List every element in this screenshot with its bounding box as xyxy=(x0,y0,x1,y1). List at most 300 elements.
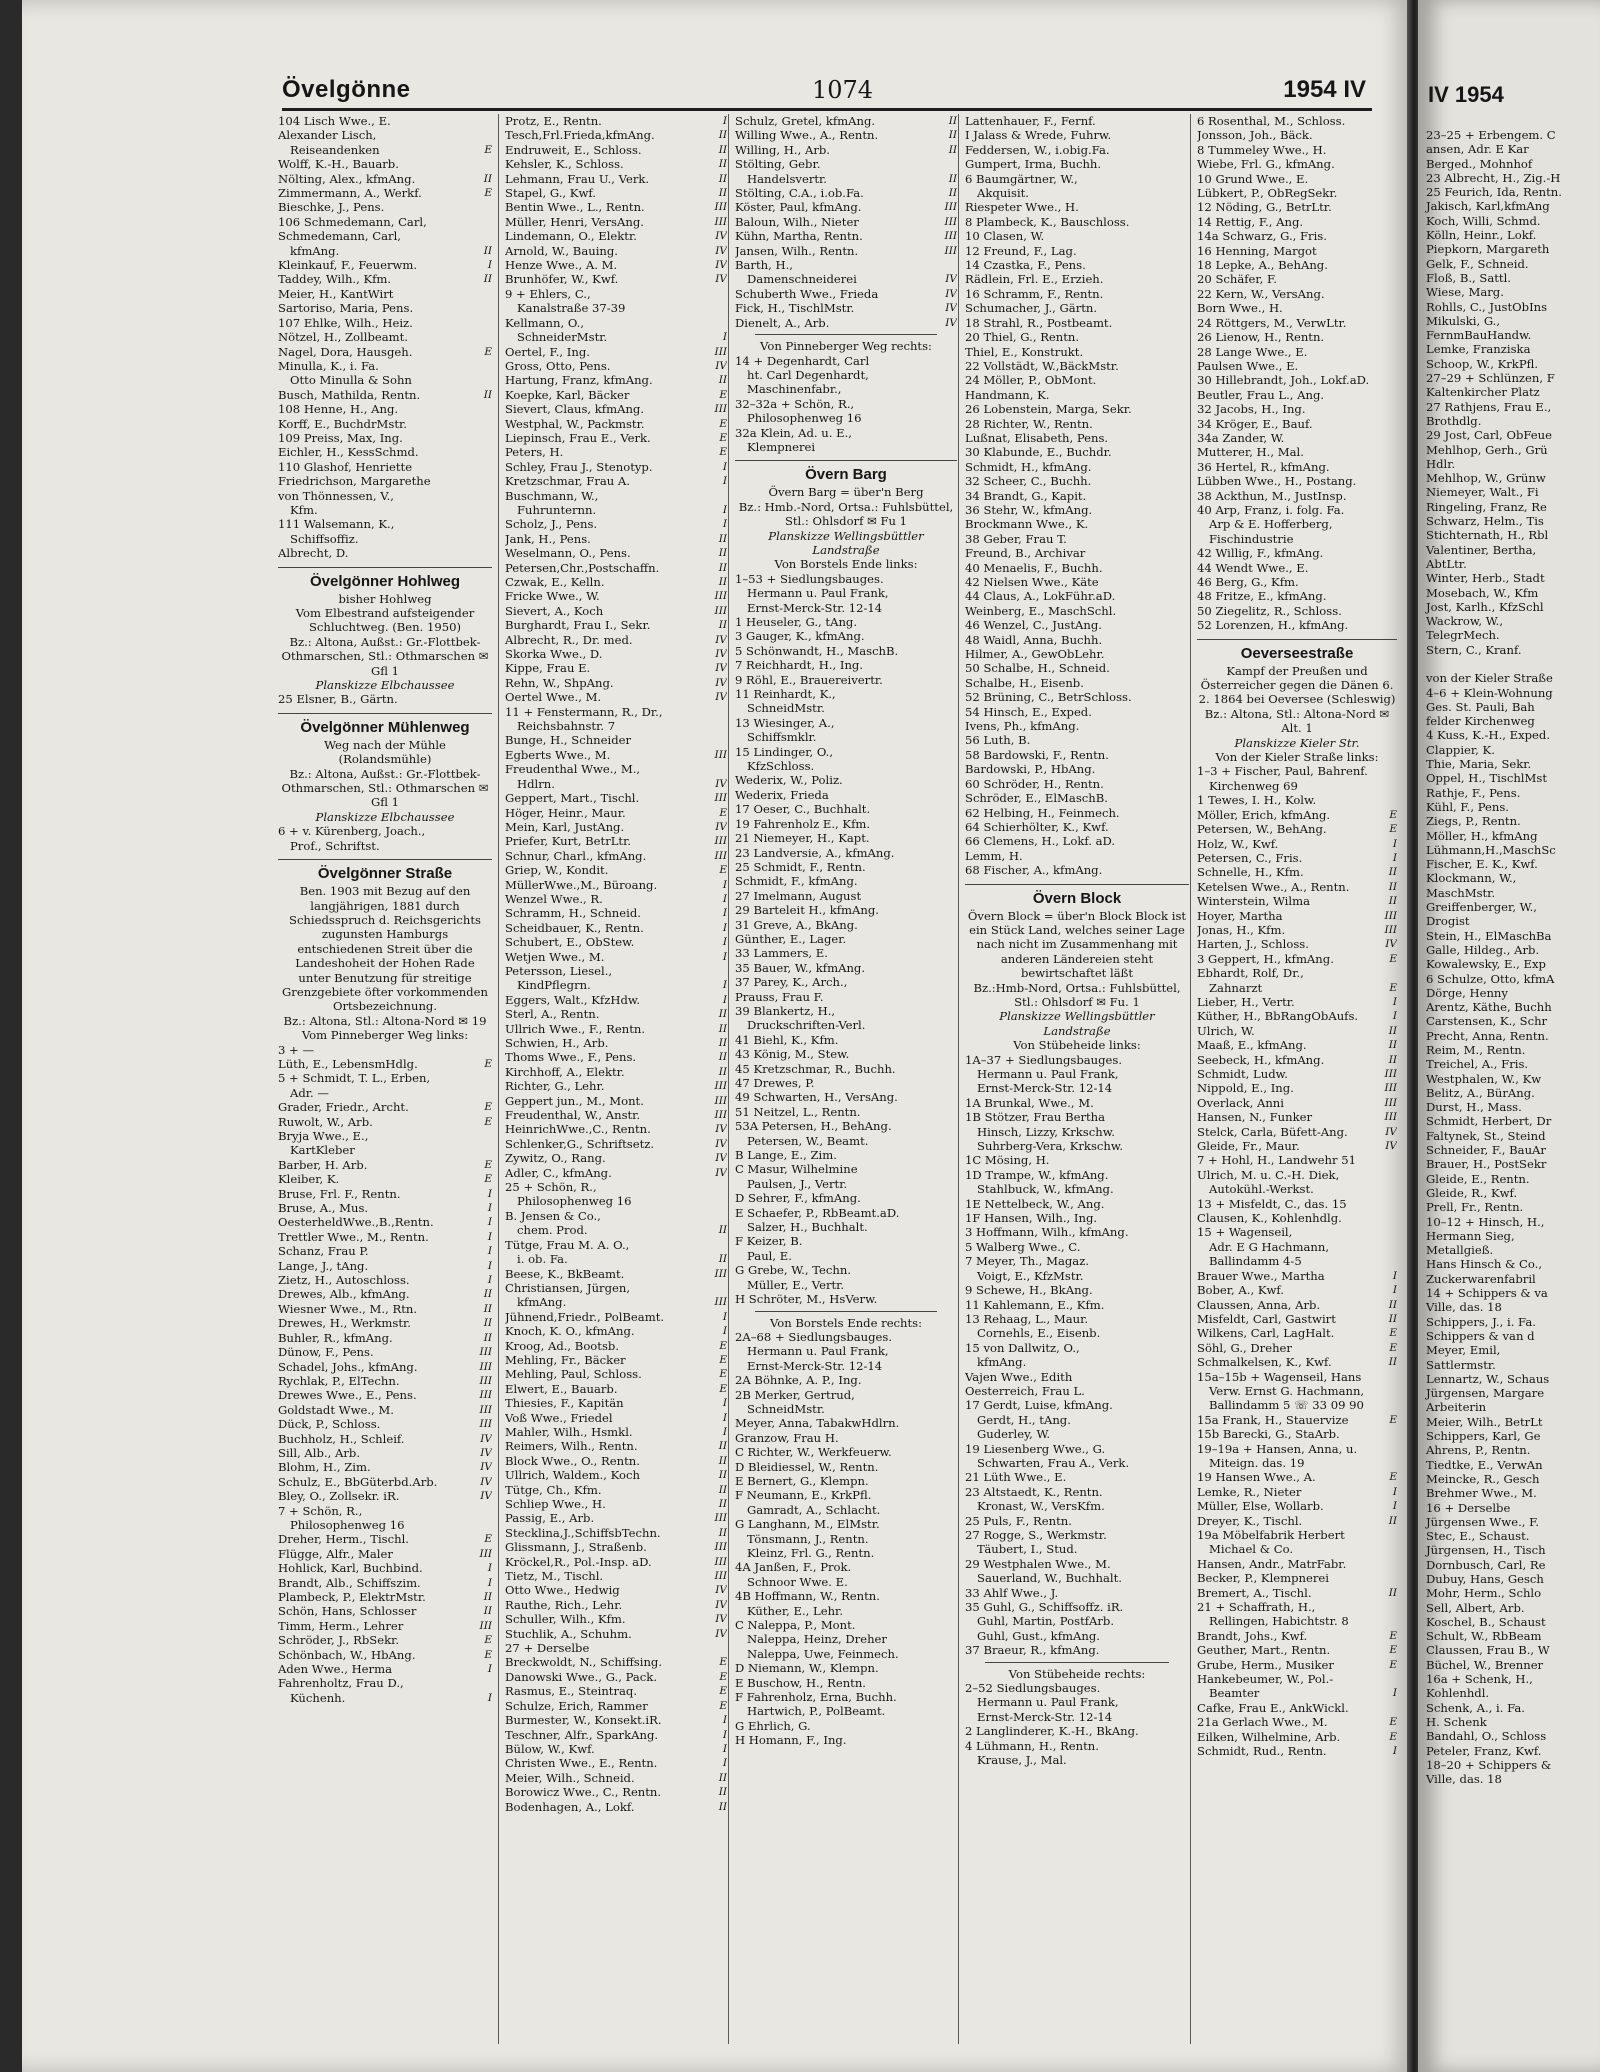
directory-entry xyxy=(735,229,957,243)
entry-floor xyxy=(1171,1269,1189,1283)
directory-entry xyxy=(965,748,1189,762)
entry-text: 18 Lepke, A., BehAng. xyxy=(1197,258,1328,273)
entry-floor: I xyxy=(722,993,727,1006)
entry-floor xyxy=(1379,1427,1397,1441)
directory-entry xyxy=(278,839,492,853)
directory-entry xyxy=(278,359,492,373)
entry-text: Priefer, Kurt, BetrLtr. xyxy=(505,834,632,849)
directory-entry xyxy=(965,373,1189,387)
entry-text: Rehn, W., ShpAng. xyxy=(505,675,614,690)
directory-entry xyxy=(735,1416,957,1430)
directory-entry xyxy=(505,762,727,776)
entry-floor xyxy=(1171,359,1189,373)
entry-text: Gerdt, H., tAng. xyxy=(977,1412,1071,1427)
entry-floor: III xyxy=(479,1418,492,1431)
entry-floor: E xyxy=(1389,1413,1397,1426)
entry-floor: I xyxy=(722,518,727,531)
adjacent-page-line: 27–29 + Schlünzen, F xyxy=(1426,371,1555,386)
entry-text: Ernst-Merck-Str. 12-14 xyxy=(977,1081,1113,1096)
entry-text: 11 Kahlemann, E., Kfm. xyxy=(965,1297,1105,1312)
entry-text: Beutler, Frau L., Ang. xyxy=(1197,387,1325,402)
directory-entry xyxy=(505,460,727,474)
directory-entry xyxy=(965,1081,1189,1095)
directory-entry xyxy=(965,849,1189,863)
entry-floor xyxy=(709,489,727,503)
section-title: Övern Block xyxy=(965,884,1189,909)
directory-entry xyxy=(505,1281,727,1295)
directory-entry xyxy=(1197,1355,1397,1369)
entry-text: 1 Heuseler, G., tAng. xyxy=(735,615,858,629)
entry-floor: I xyxy=(487,1187,492,1200)
entry-floor: II xyxy=(1388,1298,1397,1311)
entry-floor xyxy=(1171,1153,1189,1167)
entry-floor: E xyxy=(484,187,492,200)
entry-floor: I xyxy=(722,1742,727,1755)
entry-floor xyxy=(1379,460,1397,474)
directory-entry xyxy=(1197,402,1397,416)
entry-floor: E xyxy=(1389,1327,1397,1340)
directory-entry xyxy=(278,692,492,706)
directory-entry xyxy=(505,489,727,503)
entry-text: 62 Helbing, H., Feinmech. xyxy=(965,805,1120,820)
entry-floor: II xyxy=(718,1786,727,1799)
directory-entry xyxy=(735,629,957,643)
directory-entry xyxy=(505,935,727,949)
directory-entry xyxy=(1197,837,1397,851)
directory-entry xyxy=(1197,1168,1397,1182)
entry-floor: IV xyxy=(715,648,727,661)
entry-floor xyxy=(1171,1614,1189,1628)
entry-floor xyxy=(1171,1053,1189,1067)
entry-text: 49 Schwarten, H., VersAng. xyxy=(735,1090,898,1105)
entry-floor xyxy=(1379,1240,1397,1254)
directory-entry xyxy=(965,474,1189,488)
directory-entry xyxy=(1197,1067,1397,1081)
entry-floor xyxy=(1379,1197,1397,1211)
entry-text: 25 Puls, F., Rentn. xyxy=(965,1513,1072,1528)
directory-entry xyxy=(735,200,957,214)
entry-floor: I xyxy=(487,1663,492,1676)
entry-text: 6 Baumgärtner, W., xyxy=(965,171,1078,186)
entry-text: 42 Nielsen Wwe., Käte xyxy=(965,575,1099,589)
entry-floor xyxy=(1171,1514,1189,1528)
entry-text: 56 Luth, B. xyxy=(965,733,1031,748)
adjacent-page-line: Stern, C., Kranf. xyxy=(1426,642,1522,657)
entry-text: 15b Barecki, G., StaArb. xyxy=(1197,1427,1340,1442)
adjacent-page-line: felder Kirchenweg xyxy=(1426,714,1535,729)
entry-floor: I xyxy=(722,1310,727,1323)
entry-text: Handmann, K. xyxy=(965,387,1050,402)
entry-text: 41 Biehl, K., Kfm. xyxy=(735,1032,839,1047)
entry-floor: II xyxy=(948,187,957,200)
entry-floor xyxy=(939,1733,957,1747)
directory-entry xyxy=(505,1785,727,1799)
divider xyxy=(755,334,937,335)
entry-text: Jansen, Wilh., Rentn. xyxy=(735,243,859,258)
directory-entry xyxy=(965,1211,1189,1225)
directory-entry xyxy=(735,1263,957,1277)
entry-text: Prof., Schriftst. xyxy=(290,838,380,853)
entry-text: Hinsch, Lizzy, Krkschw. xyxy=(977,1124,1115,1139)
entry-text: Jühnend,Friedr., PolBeamt. xyxy=(505,1309,665,1324)
entry-text: Ernst-Merck-Str. 12-14 xyxy=(977,1709,1113,1724)
entry-text: Kippe, Frau E. xyxy=(505,661,591,676)
entry-text: Möller, Erich, kfmAng. xyxy=(1197,807,1331,822)
entry-text: 14 Czastka, F., Pens. xyxy=(965,258,1086,273)
adjacent-page-line: 18–20 + Schippers & xyxy=(1426,1757,1552,1772)
entry-floor xyxy=(709,1209,727,1223)
entry-floor xyxy=(1379,1225,1397,1239)
directory-entry xyxy=(1197,1240,1397,1254)
entry-floor: IV xyxy=(480,1432,492,1445)
entry-floor xyxy=(939,1402,957,1416)
directory-entry xyxy=(965,1298,1189,1312)
directory-entry xyxy=(278,1460,492,1474)
entry-floor: II xyxy=(483,244,492,257)
entry-floor: II xyxy=(718,158,727,171)
entry-text: 24 Röttgers, M., VerwLtr. xyxy=(1197,315,1347,330)
entry-text: Eggers, Walt., KfzHdw. xyxy=(505,992,641,1007)
entry-floor xyxy=(939,586,957,600)
directory-entry xyxy=(965,1153,1189,1167)
entry-floor: III xyxy=(479,1346,492,1359)
directory-entry xyxy=(965,1485,1189,1499)
directory-entry xyxy=(278,1547,492,1561)
directory-entry xyxy=(505,1094,727,1108)
entry-text: Kellmann, O., xyxy=(505,315,585,330)
entry-text: Wederix, W., Poliz. xyxy=(735,773,843,788)
directory-entry xyxy=(278,1071,492,1085)
entry-text: Schön, Hans, Schlosser xyxy=(278,1604,417,1619)
directory-entry xyxy=(735,773,957,787)
entry-text: SchneidMstr. xyxy=(747,701,825,716)
entry-floor xyxy=(1171,1643,1189,1657)
entry-text: 37 Braeur, R., kfmAng. xyxy=(965,1643,1100,1658)
directory-entry xyxy=(1197,1110,1397,1124)
entry-text: Cafke, Frau E., AnkWickl. xyxy=(1197,1700,1349,1715)
entry-floor: I xyxy=(487,1576,492,1589)
directory-entry xyxy=(505,1612,727,1626)
entry-floor xyxy=(1171,1341,1189,1355)
directory-entry xyxy=(965,345,1189,359)
directory-entry xyxy=(278,1676,492,1690)
entry-text: 1 Tewes, I. H., Kolw. xyxy=(1197,793,1317,808)
entry-text: 13 Wiesinger, A., xyxy=(735,715,835,730)
entry-text: Glissmann, J., Straßenb. xyxy=(505,1540,647,1555)
entry-text: Druckschriften-Verl. xyxy=(747,1018,866,1033)
directory-entry xyxy=(278,1345,492,1359)
directory-entry xyxy=(505,1655,727,1669)
entry-text: Bieschke, J., Pens. xyxy=(278,200,385,215)
entry-text: Westphal, W., Packmstr. xyxy=(505,416,645,431)
entry-floor xyxy=(1171,546,1189,560)
entry-text: Willing Wwe., A., Rentn. xyxy=(735,128,879,143)
entry-text: Burghardt, Frau I., Sekr. xyxy=(505,618,651,633)
directory-entry xyxy=(735,1647,957,1661)
entry-floor xyxy=(1379,546,1397,560)
directory-entry xyxy=(1197,1312,1397,1326)
entry-floor xyxy=(1171,705,1189,719)
entry-text: Schuller, Wilh., Kfm. xyxy=(505,1612,626,1627)
entry-floor: I xyxy=(1392,1687,1397,1700)
entry-floor: II xyxy=(1388,1024,1397,1037)
entry-floor xyxy=(1171,287,1189,301)
directory-entry xyxy=(735,990,957,1004)
entry-floor: II xyxy=(1388,1312,1397,1325)
entry-text: Zimmermann, A., Werkf. xyxy=(278,186,422,201)
entry-text: Bardowski, P., HbAng. xyxy=(965,762,1096,777)
entry-floor xyxy=(1171,1542,1189,1556)
entry-text: E Bernert, G., Klempn. xyxy=(735,1473,869,1488)
entry-text: 27 Rogge, S., Werkmstr. xyxy=(965,1528,1107,1542)
directory-entry xyxy=(735,1474,957,1488)
directory-entry xyxy=(735,287,957,301)
entry-text: 58 Bardowski, F., Rentn. xyxy=(965,747,1109,762)
directory-entry xyxy=(278,1561,492,1575)
entry-text: 29 Barteleit H., kfmAng. xyxy=(735,903,879,918)
entry-text: 20 Schäfer, F. xyxy=(1197,272,1277,287)
entry-floor xyxy=(939,1431,957,1445)
entry-floor: I xyxy=(1392,1284,1397,1297)
entry-floor xyxy=(1171,1557,1189,1571)
directory-entry xyxy=(965,128,1189,142)
entry-text: Thiel, E., Konstrukt. xyxy=(965,344,1084,359)
directory-entry xyxy=(505,1728,727,1742)
section-note: Bz.: Altona, Stl.: Altona-Nord ✉ Alt. 1 xyxy=(1204,706,1390,736)
directory-entry xyxy=(735,368,957,382)
adjacent-page-line: Bandahl, O., Schloss xyxy=(1426,1729,1547,1744)
entry-floor xyxy=(1171,762,1189,776)
directory-entry xyxy=(505,1800,727,1814)
entry-text: Bruse, A., Mus. xyxy=(278,1201,369,1216)
entry-text: Lüth, E., LebensmHdlg. xyxy=(278,1056,418,1071)
adjacent-page-line: 16 + Derselbe xyxy=(1426,1500,1511,1515)
directory-entry xyxy=(1197,1730,1397,1744)
entry-text: Gross, Otto, Pens. xyxy=(505,358,611,373)
entry-text: Schanz, Frau P. xyxy=(278,1244,369,1259)
entry-text: Reichsbahnstr. 7 xyxy=(517,719,616,734)
entry-floor: E xyxy=(719,1685,727,1698)
entry-floor xyxy=(1379,431,1397,445)
entry-text: 43 König, M., Stew. xyxy=(735,1047,850,1062)
directory-entry xyxy=(1197,1398,1397,1412)
directory-entry xyxy=(1197,575,1397,589)
section-note: Vom Pinneberger Weg links: xyxy=(301,1028,469,1043)
adjacent-page-line: TelegrMech. xyxy=(1426,628,1500,643)
directory-entry xyxy=(505,1583,727,1597)
directory-entry xyxy=(505,1468,727,1482)
entry-floor: I xyxy=(487,1245,492,1258)
directory-entry xyxy=(735,1047,957,1061)
entry-text: Winterstein, Wilma xyxy=(1197,894,1310,909)
directory-entry xyxy=(1197,431,1397,445)
entry-text: Zywitz, O., Rang. xyxy=(505,1151,606,1166)
entry-floor xyxy=(474,128,492,142)
entry-text: Oertel, F., Ing. xyxy=(505,344,590,359)
entry-floor: II xyxy=(948,143,957,156)
entry-text: Adr. E G Hachmann, xyxy=(1209,1239,1330,1254)
entry-floor xyxy=(939,1589,957,1603)
directory-entry xyxy=(505,200,727,214)
entry-floor xyxy=(1171,1370,1189,1384)
entry-floor: IV xyxy=(715,230,727,243)
entry-text: 24 Möller, P., ObMont. xyxy=(965,373,1097,388)
entry-floor xyxy=(939,1220,957,1234)
entry-text: 19 Liesenberg Wwe., G. xyxy=(965,1441,1106,1456)
directory-entry xyxy=(735,572,957,586)
entry-text: 3 Geppert, H., kfmAng. xyxy=(1197,951,1334,966)
directory-entry xyxy=(965,1724,1189,1738)
entry-text: Sauerland, W., Buchhalt. xyxy=(977,1571,1122,1586)
directory-entry xyxy=(965,1139,1189,1153)
adjacent-page-line: Koch, Willi, Schmd. xyxy=(1426,213,1541,228)
directory-entry xyxy=(505,186,727,200)
directory-entry xyxy=(735,244,957,258)
directory-entry xyxy=(278,1633,492,1647)
directory-entry xyxy=(278,301,492,315)
entry-floor: E xyxy=(484,345,492,358)
entry-floor xyxy=(1171,330,1189,344)
adjacent-page-line: 27 Rathjens, Frau E., xyxy=(1426,399,1552,414)
entry-floor: II xyxy=(483,1605,492,1618)
entry-floor xyxy=(474,460,492,474)
directory-entry xyxy=(1197,489,1397,503)
directory-entry xyxy=(965,834,1189,848)
entry-floor xyxy=(939,903,957,917)
entry-floor: E xyxy=(719,1699,727,1712)
entry-floor xyxy=(1171,647,1189,661)
adjacent-page-line: Meier, Wilh., BetrLt xyxy=(1426,1414,1543,1429)
directory-entry xyxy=(1197,532,1397,546)
section-note: Planskizze Elbchaussee xyxy=(315,809,455,824)
entry-text: Christiansen, Jürgen, xyxy=(505,1280,631,1295)
entry-text: Lübben Wwe., H., Postang. xyxy=(1197,474,1357,489)
directory-entry xyxy=(278,1187,492,1201)
entry-floor: II xyxy=(1388,1039,1397,1052)
directory-entry xyxy=(965,1398,1189,1412)
directory-entry xyxy=(735,316,957,330)
entry-floor xyxy=(939,1704,957,1718)
entry-floor xyxy=(1171,489,1189,503)
section-note: Von Stübeheide rechts: xyxy=(1008,1666,1146,1681)
directory-entry xyxy=(735,644,957,658)
adjacent-page-line: 25 Feurich, Ida, Rentn. xyxy=(1426,185,1562,200)
entry-floor xyxy=(474,1086,492,1100)
entry-text: Harten, J., Schloss. xyxy=(1197,937,1309,952)
entry-text: 20 Thiel, G., Rentn. xyxy=(965,330,1080,345)
entry-floor xyxy=(1171,301,1189,315)
entry-floor xyxy=(939,1191,957,1205)
entry-text: Barber, H. Arb. xyxy=(278,1157,368,1172)
entry-floor xyxy=(1171,402,1189,416)
entry-text: HeinrichWwe.,C., Rentn. xyxy=(505,1122,651,1137)
entry-text: Naleppa, Uwe, Feinmech. xyxy=(747,1646,899,1661)
entry-text: Dreher, Herm., Tischl. xyxy=(278,1532,409,1547)
entry-floor xyxy=(474,1518,492,1532)
directory-entry xyxy=(505,1670,727,1684)
section-note: Kampf der Preußen und Österreicher gegen die Dänen 6. 2. 1864 bei Oeversee (Schleswig) xyxy=(1198,663,1396,707)
entry-text: 18 Strahl, R., Postbeamt. xyxy=(965,315,1113,330)
column-4 xyxy=(958,114,1189,2044)
entry-floor: E xyxy=(484,1115,492,1128)
directory-entry xyxy=(278,345,492,359)
entry-floor xyxy=(1171,1081,1189,1095)
directory-entry xyxy=(505,143,727,157)
entry-text: Michael & Co. xyxy=(1209,1542,1294,1557)
entry-text: C Richter, W., Werkfeuerw. xyxy=(735,1445,892,1460)
adjacent-page-line: Kohlenhdl. xyxy=(1426,1686,1490,1701)
directory-entry xyxy=(505,1425,727,1439)
adjacent-page-line: Lemke, Franziska xyxy=(1426,342,1531,357)
directory-entry xyxy=(278,244,492,258)
directory-entry xyxy=(505,1713,727,1727)
entry-floor xyxy=(1171,1499,1189,1513)
directory-entry xyxy=(965,719,1189,733)
entry-floor xyxy=(1379,128,1397,142)
directory-entry xyxy=(1197,287,1397,301)
directory-entry xyxy=(735,1134,957,1148)
entry-text: Lemm, H. xyxy=(965,848,1023,863)
entry-text: Schwien, H., Arb. xyxy=(505,1036,609,1050)
entry-floor: II xyxy=(483,1317,492,1330)
directory-entry xyxy=(505,1684,727,1698)
section-note: Planskizze Kieler Str. xyxy=(1234,735,1360,750)
entry-floor xyxy=(1379,258,1397,272)
entry-text: 16 Henning, Margot xyxy=(1197,243,1317,258)
directory-entry xyxy=(505,1223,727,1237)
directory-entry xyxy=(278,532,492,546)
directory-entry xyxy=(505,993,727,1007)
directory-entry xyxy=(505,474,727,488)
entry-floor xyxy=(939,440,957,454)
entry-text: F Neumann, E., KrkPfl. xyxy=(735,1488,872,1503)
entry-text: Overlack, Anni xyxy=(1197,1095,1284,1110)
adjacent-page-line: Valentiner, Bertha, xyxy=(1426,542,1537,557)
directory-entry xyxy=(505,1439,727,1453)
entry-floor xyxy=(1171,258,1189,272)
entry-text: 8 Tummeley Wwe., H. xyxy=(1197,142,1327,157)
entry-text: Müller, E., Vertr. xyxy=(747,1277,845,1292)
directory-entry xyxy=(965,388,1189,402)
entry-floor: III xyxy=(1384,923,1397,936)
directory-entry xyxy=(965,503,1189,517)
directory-entry xyxy=(965,445,1189,459)
entry-floor xyxy=(939,1134,957,1148)
entry-text: 60 Schröder, H., Rentn. xyxy=(965,776,1104,791)
directory-entry xyxy=(505,1209,727,1223)
entry-floor xyxy=(939,1263,957,1277)
directory-entry xyxy=(505,863,727,877)
entry-floor: IV xyxy=(715,273,727,286)
entry-floor xyxy=(1379,359,1397,373)
adjacent-page-line: 23 Albrecht, H., Zig.-H xyxy=(1426,170,1561,185)
entry-text: Krause, J., Mal. xyxy=(977,1753,1067,1768)
adjacent-page-line: Mikulski, G., xyxy=(1426,313,1501,328)
section-note: Von Pinneberger Weg rechts: xyxy=(760,339,932,354)
entry-text: Kfm. xyxy=(290,502,318,517)
adjacent-page-line: Ges. St. Pauli, Bah xyxy=(1426,699,1535,714)
directory-entry xyxy=(505,1641,727,1655)
entry-text: Kronast, W., VersKfm. xyxy=(977,1499,1105,1514)
entry-floor xyxy=(474,1129,492,1143)
directory-entry xyxy=(278,1287,492,1301)
entry-floor: III xyxy=(714,1541,727,1554)
adjacent-page-line: Thie, Maria, Sekr. xyxy=(1426,757,1532,772)
entry-floor: E xyxy=(719,431,727,444)
entry-floor xyxy=(474,359,492,373)
entry-floor xyxy=(939,397,957,411)
entry-floor xyxy=(939,860,957,874)
